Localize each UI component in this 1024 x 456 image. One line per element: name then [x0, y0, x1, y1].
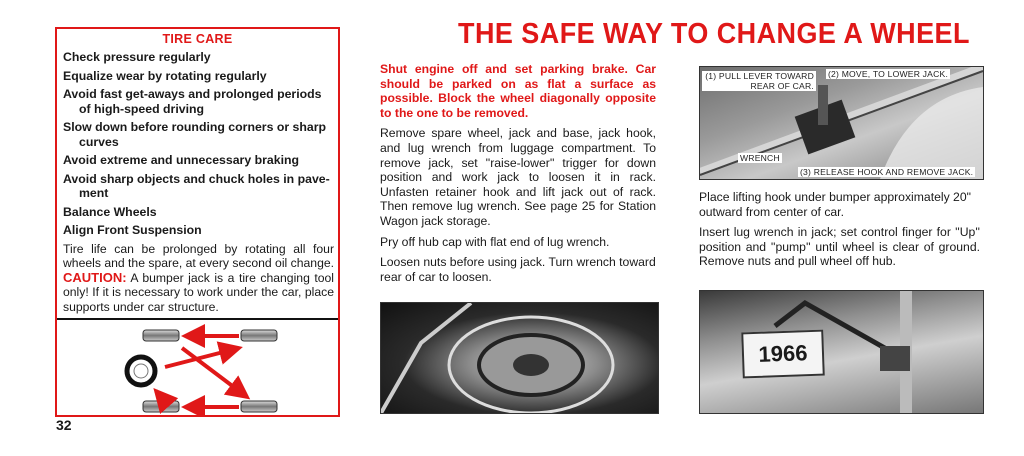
tire-rotation-diagram — [57, 321, 338, 415]
tire-front-left — [143, 330, 179, 341]
tip — [63, 87, 334, 116]
middle-column — [380, 62, 656, 290]
spare-tire-icon — [127, 357, 155, 385]
tire-care-box — [55, 27, 340, 417]
tip: Check pressure regularly — [63, 50, 211, 64]
photo-label-release-hook: (3) RELEASE HOOK AND REMOVE JACK. — [800, 167, 974, 177]
tire-rear-left — [143, 401, 179, 412]
jack-rack-photo — [699, 66, 984, 180]
tire-care-heading: TIRE CARE — [162, 32, 233, 46]
spare-wheel-photo — [380, 302, 659, 414]
tip-line: ment — [79, 186, 109, 200]
instruction-paragraph: Pry off hub cap with flat end of lug wrench. — [380, 234, 610, 249]
caution-note — [63, 271, 334, 314]
rotation-note: Tire life can be prolonged by rotating all four wheels and the spare, at every second oil change. — [63, 241, 335, 270]
right-column — [699, 190, 980, 275]
safety-warning: Shut engine off and set parking brake. Car should be parked on as flat a surface as possible. Block the wheel diagonally opposite to the one to be removed. — [380, 62, 656, 120]
instruction-paragraph: Loosen nuts before using jack. Turn wrench toward rear of car to loosen. — [380, 255, 656, 284]
instruction-paragraph: Remove spare wheel, jack and base, jack hook, and lug wrench from luggage compartment. To remove jack, set ''raise-lower'' trigger for down position and work jack to loosen it in rack. Unfasten retainer hook and lift jack out of rack. Then remove lug wrench. See page 25 for Station Wagon jack storage. — [380, 126, 656, 228]
tip: Avoid extreme and unnecessary braking — [63, 153, 300, 167]
tip: Balance Wheels — [63, 204, 157, 219]
tip: Equalize wear by rotating regularly — [63, 68, 267, 83]
tip-line: curves — [79, 134, 119, 149]
caution-label: CAUTION: — [63, 270, 127, 286]
tip-line: Avoid sharp objects and chuck holes in pave- — [63, 171, 330, 186]
tip-line: of high-speed driving — [79, 101, 205, 116]
photo-label-pull-lever: (1) PULL LEVER TOWARD REAR OF CAR. — [702, 71, 816, 91]
page-title: THE SAFE WAY TO CHANGE A WHEEL — [458, 18, 970, 50]
tip-line: Slow down before rounding corners or sharp — [63, 120, 327, 134]
rotation-arrow — [156, 391, 163, 399]
tip — [63, 172, 334, 201]
tire-rear-right — [241, 401, 277, 412]
caution-text: A bumper jack is a tire changing tool only! If it is necessary to work under the car, place supports under car structure. — [63, 271, 334, 314]
divider — [57, 318, 338, 320]
instruction-paragraph: Insert lug wrench in jack; set control finger for ''Up'' position and ''pump'' until wheel is clear of ground. Remove nuts and pull wheel off hub. — [699, 225, 980, 269]
instruction-paragraph: Place lifting hook under bumper approximately 20" outward from center of car. — [699, 190, 971, 219]
tip-line: Avoid fast get-aways and prolonged periods — [63, 87, 322, 101]
tip: Align Front Suspension — [63, 223, 202, 237]
tip — [63, 120, 334, 149]
bumper-jack-photo — [699, 290, 984, 414]
photo-label-move: (2) MOVE, TO LOWER JACK. — [828, 69, 949, 79]
page-number: 32 — [56, 417, 72, 433]
license-plate: 1966 — [741, 330, 825, 379]
tire-front-right — [241, 330, 277, 341]
spare-wheel-illustration — [381, 303, 658, 413]
photo-label-wrench: WRENCH — [740, 153, 780, 163]
